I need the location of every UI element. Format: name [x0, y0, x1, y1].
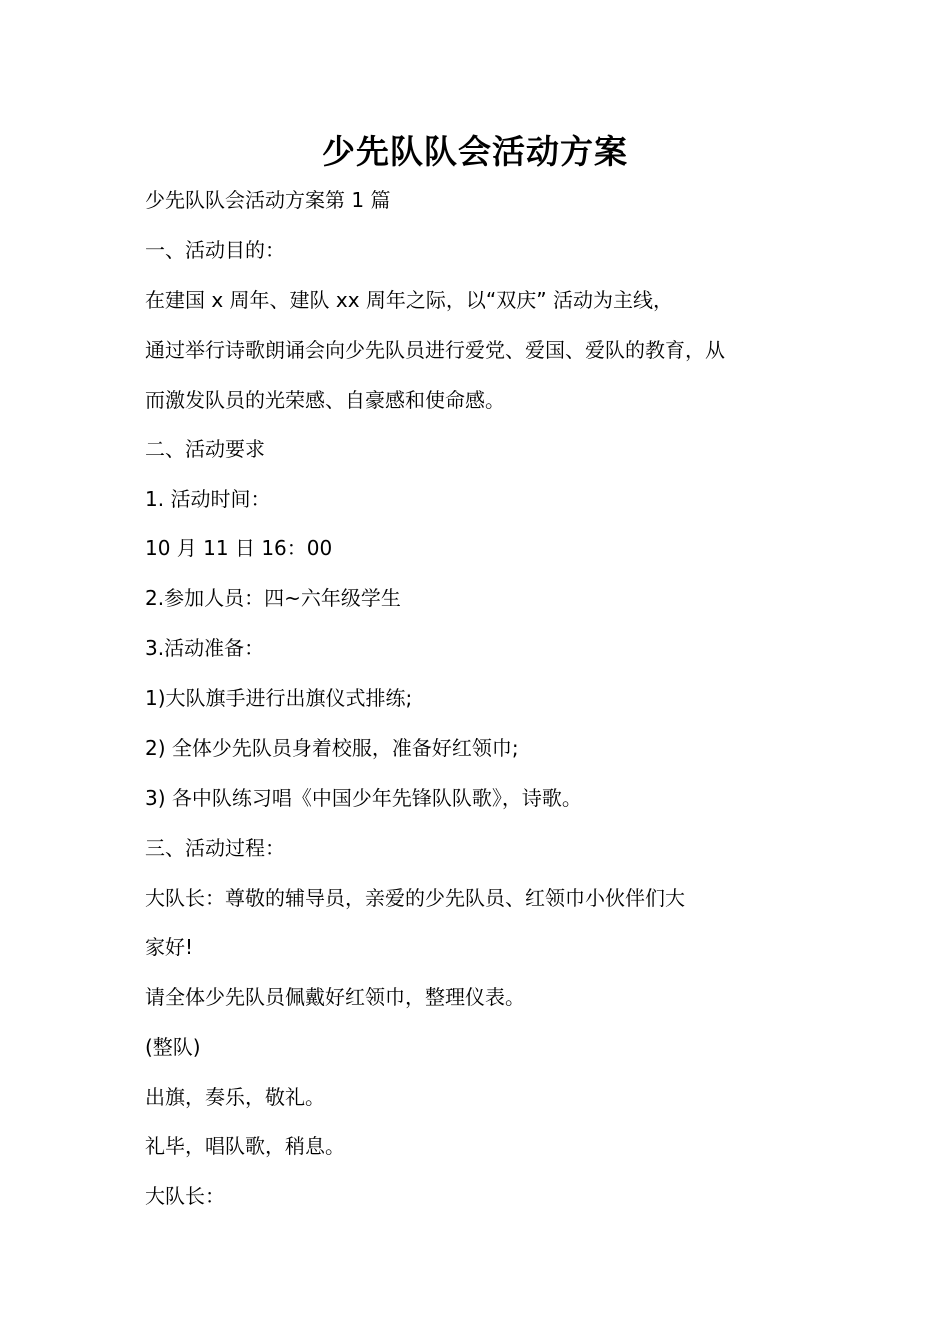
document-title: 少先队队会活动方案: [322, 132, 628, 171]
paragraph-line: 3.活动准备：: [145, 636, 265, 660]
paragraph-line: 大队长：尊敬的辅导员，亲爱的少先队员、红领巾小伙伴们大: [145, 886, 685, 910]
paragraph-line: 大队长：: [145, 1184, 225, 1208]
paragraph-line: 2) 全体少先队员身着校服，准备好红领巾;: [145, 736, 519, 760]
paragraph-line: 在建国 x 周年、建队 xx 周年之际，以“双庆” 活动为主线，: [145, 288, 674, 312]
paragraph-line: 请全体少先队员佩戴好红领巾，整理仪表。: [145, 985, 525, 1009]
paragraph-line: 1. 活动时间：: [145, 487, 271, 511]
paragraph-line: 2.参加人员：四~六年级学生: [145, 586, 401, 610]
paragraph-line: 一、活动目的：: [145, 238, 285, 262]
paragraph-line: 通过举行诗歌朗诵会向少先队员进行爱党、爱国、爱队的教育，从: [145, 338, 725, 362]
paragraph-line: (整队): [145, 1035, 201, 1059]
paragraph-line: 3) 各中队练习唱《中国少年先锋队队歌》，诗歌。: [145, 786, 582, 810]
paragraph-line: 礼毕，唱队歌，稍息。: [145, 1134, 345, 1158]
paragraph-line: 二、活动要求: [145, 437, 265, 461]
paragraph-line: 1)大队旗手进行出旗仪式排练;: [145, 686, 413, 710]
paragraph-line: 少先队队会活动方案第 1 篇: [145, 188, 391, 212]
paragraph-line: 三、活动过程：: [145, 836, 285, 860]
paragraph-line: 家好!: [145, 935, 194, 959]
paragraph-line: 而激发队员的光荣感、自豪感和使命感。: [145, 388, 505, 412]
paragraph-line: 出旗，奏乐，敬礼。: [145, 1085, 325, 1109]
paragraph-line: 10 月 11 日 16：00: [145, 536, 333, 560]
